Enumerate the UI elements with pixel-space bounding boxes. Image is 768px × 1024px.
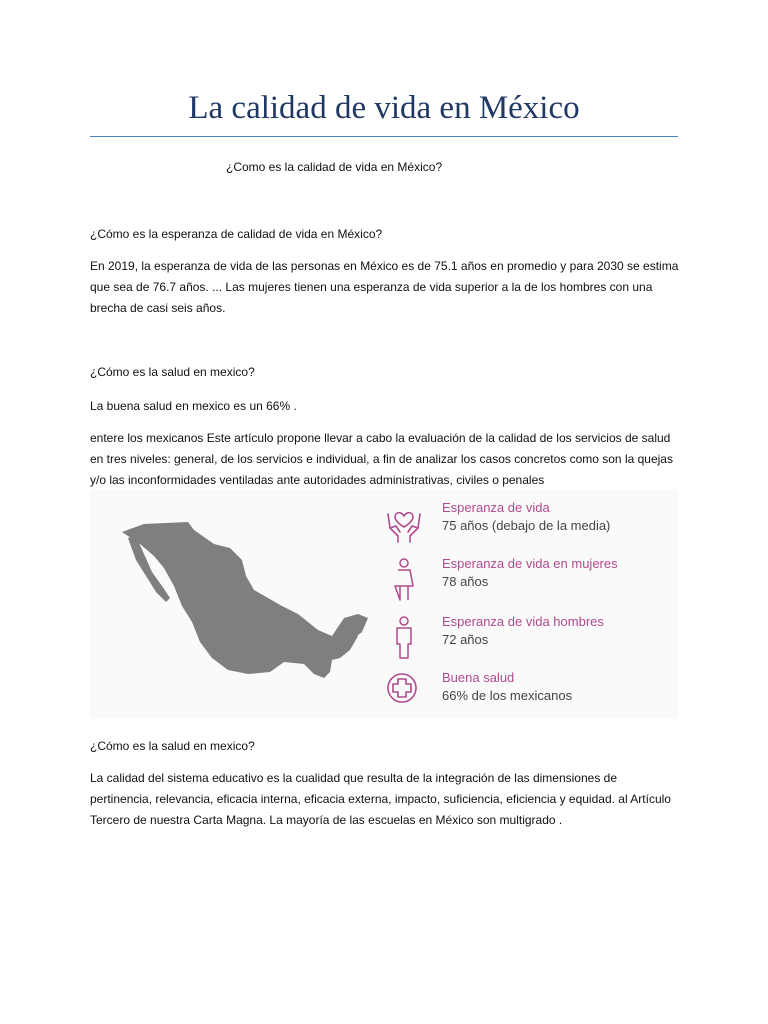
woman-icon bbox=[386, 558, 422, 602]
page-title: La calidad de vida en México bbox=[188, 90, 580, 126]
stat-label: Esperanza de vida bbox=[442, 500, 550, 515]
paragraph-educacion: La calidad del sistema educativo es la cualidad que resulta de la integración de las dimensiones de pertinencia, relevancia, eficacia interna, eficacia externa, impacto, suficiencia, eficiencia y equidad. al Artículo Tercero de nuestra Carta Magna. La mayoría de las escuelas en México son multigrado . bbox=[90, 771, 671, 827]
section-heading-esperanza: ¿Cómo es la esperanza de calidad de vida en México? bbox=[90, 227, 383, 241]
paragraph-buena-salud: La buena salud en mexico es un 66% . bbox=[90, 399, 297, 413]
stat-value: 66% de los mexicanos bbox=[442, 688, 573, 703]
section-heading-salud: ¿Cómo es la salud en mexico? bbox=[90, 365, 255, 379]
hands-heart-icon bbox=[386, 502, 422, 546]
yucatan-peninsula bbox=[332, 614, 368, 638]
stat-value: 78 años bbox=[442, 574, 489, 589]
section-heading-salud-2: ¿Cómo es la salud en mexico? bbox=[90, 739, 255, 753]
paragraph-evaluacion: entere los mexicanos Este artículo propone llevar a cabo la evaluación de la calidad de los servicios de salud en tres niveles: general, de los servicios e individual, a fin de analizar los casos concretos como son la quejas y/o las inconformidades ventiladas ante autoridades administrativas, civiles o penales bbox=[90, 431, 673, 487]
mexico-silhouette bbox=[122, 522, 358, 678]
stat-label: Esperanza de vida hombres bbox=[442, 614, 604, 629]
stat-value: 75 años (debajo de la media) bbox=[442, 518, 611, 533]
health-cross-icon bbox=[386, 672, 422, 716]
title-divider bbox=[90, 136, 678, 137]
mexico-map bbox=[118, 502, 370, 687]
infographic bbox=[90, 490, 678, 718]
stat-value: 72 años bbox=[442, 632, 489, 647]
page-subtitle: ¿Como es la calidad de vida en México? bbox=[226, 160, 443, 174]
stat-label: Esperanza de vida en mujeres bbox=[442, 556, 618, 571]
stat-label: Buena salud bbox=[442, 670, 515, 685]
paragraph-esperanza: En 2019, la esperanza de vida de las personas en México es de 75.1 años en promedio y para 2030 se estima que sea de 76.7 años. ... Las mujeres tienen una esperanza de vida superior a la de los hombres con una brecha de casi seis años. bbox=[90, 259, 679, 315]
man-icon bbox=[386, 616, 422, 660]
